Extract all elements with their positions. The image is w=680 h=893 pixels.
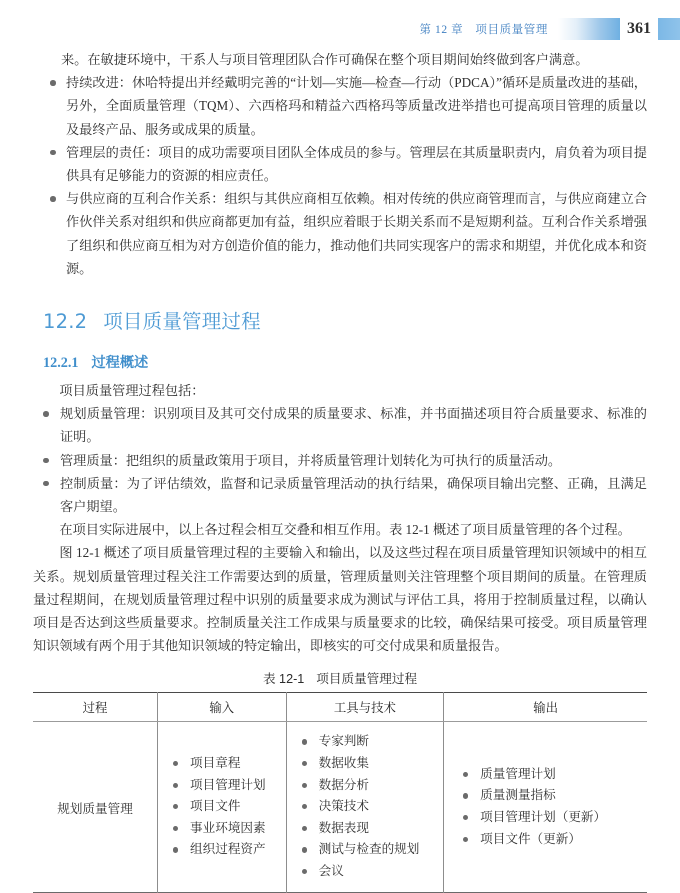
section-title: 项目质量管理过程 xyxy=(103,310,261,334)
list-item: 会议 xyxy=(287,861,444,883)
table-caption xyxy=(33,668,647,687)
section-heading-12-2 xyxy=(33,306,647,334)
section-number: 12.2 xyxy=(43,310,88,334)
quality-principles-list xyxy=(33,71,647,280)
tools-list xyxy=(287,731,444,882)
list-item: 控制质量：为了评估绩效，监督和记录质量管理活动的执行结果，确保项目输出完整、正确，且满足客户期望。 xyxy=(33,472,647,518)
paragraph-figure-12-1: 图 12-1 概述了项目质量管理过程的主要输入和输出，以及这些过程在项目质量管理知识领域中的相互关系。规划质量管理过程关注工作需要达到的质量，管理质量则关注管理整个项目期间的质量。在管理质量过程期间，在规划质量管理过程中识别的质量要求成为测试与评估工具，将用于控制质量过程，以确认项目是否达到这些质量要求。控制质量关注工作成果与质量要求的比较，确保结果可接受。项目质量管理知识领域有两个用于其他知识领域的特定输出，即核实的可交付成果和质量报告。 xyxy=(33,545,647,654)
quality-management-processes-table xyxy=(33,692,647,892)
paragraph-process-overlap: 在项目实际进展中，以上各过程会相互交叠和相互作用。表 12-1 概述了项目质量管理的各个过程。 xyxy=(59,522,631,538)
list-item: 项目管理计划 xyxy=(158,775,286,797)
table-caption-title: 项目质量管理过程 xyxy=(316,672,418,687)
table-header xyxy=(33,693,647,722)
subsection-number: 12.2.1 xyxy=(43,355,79,372)
table-row xyxy=(33,722,647,892)
list-item: 项目文件（更新） xyxy=(444,829,647,851)
page-header xyxy=(0,0,680,46)
header-gradient-band xyxy=(558,18,620,40)
list-item: 数据分析 xyxy=(287,775,444,797)
list-item: 项目章程 xyxy=(158,753,286,775)
column-header-tools: 工具与技术 xyxy=(286,693,444,722)
page-number: 361 xyxy=(627,20,651,37)
list-item: 管理质量：把组织的质量政策用于项目，并将质量管理计划转化为可执行的质量活动。 xyxy=(33,449,647,472)
quality-processes-list xyxy=(33,402,647,518)
section-heading-12-2-1 xyxy=(33,352,647,372)
outputs-list xyxy=(444,764,647,850)
header-chapter-title: 第 12 章 项目质量管理 xyxy=(419,24,548,36)
list-item: 持续改进：休哈特提出并经戴明完善的“计划—实施—检查—行动（PDCA）”循环是质量改进的基础，另外，全面质量管理（TQM）、六西格玛和精益六西格玛等质量改进举措也可提高项目管理的质量以及最终产品、服务或成果的质量。 xyxy=(33,71,647,141)
table-caption-number: 表 12-1 xyxy=(262,672,305,687)
list-item: 数据收集 xyxy=(287,753,444,775)
column-header-outputs: 输出 xyxy=(444,693,647,722)
continued-section xyxy=(33,48,647,280)
list-item: 决策技术 xyxy=(287,796,444,818)
lead-in-paragraph: 项目质量管理过程包括： xyxy=(59,383,205,399)
cell-outputs xyxy=(444,722,647,892)
continued-paragraph: 来。在敏捷环境中，干系人与项目管理团队合作可确保在整个项目期间始终做到客户满意。 xyxy=(61,52,589,67)
list-item: 测试与检查的规划 xyxy=(287,839,444,861)
page-content xyxy=(33,48,647,893)
cell-tools-and-techniques xyxy=(286,722,444,892)
column-header-process: 过程 xyxy=(33,693,158,722)
list-item: 项目管理计划（更新） xyxy=(444,807,647,829)
list-item: 事业环境因素 xyxy=(158,818,286,840)
header-inner xyxy=(419,16,680,42)
cell-process-name: 规划质量管理 xyxy=(57,801,133,816)
header-endcap-band xyxy=(658,18,680,40)
list-item: 组织过程资产 xyxy=(158,839,286,861)
list-item: 项目文件 xyxy=(158,796,286,818)
cell-inputs xyxy=(158,722,287,892)
list-item: 与供应商的互利合作关系：组织与其供应商相互依赖。相对传统的供应商管理而言，与供应商建立合作伙伴关系对组织和供应商都更加有益，组织应着眼于长期关系而不是短期利益。互利合作关系增强了组织和供应商互相为对方创造价值的能力，推动他们共同实现客户的需求和期望，并优化成本和资源。 xyxy=(33,187,647,280)
subsection-title: 过程概述 xyxy=(91,355,149,372)
list-item: 管理层的责任：项目的成功需要项目团队全体成员的参与。管理层在其质量职责内，肩负着为项目提供具有足够能力的资源的相应责任。 xyxy=(33,141,647,187)
list-item: 质量管理计划 xyxy=(444,764,647,786)
table-body xyxy=(33,722,647,892)
column-header-inputs: 输入 xyxy=(158,693,287,722)
inputs-list xyxy=(158,753,286,861)
list-item: 规划质量管理：识别项目及其可交付成果的质量要求、标准，并书面描述项目符合质量要求、标准的证明。 xyxy=(33,402,647,448)
list-item: 数据表现 xyxy=(287,818,444,840)
list-item: 专家判断 xyxy=(287,731,444,753)
table-header-row xyxy=(33,693,647,722)
list-item: 质量测量指标 xyxy=(444,785,647,807)
